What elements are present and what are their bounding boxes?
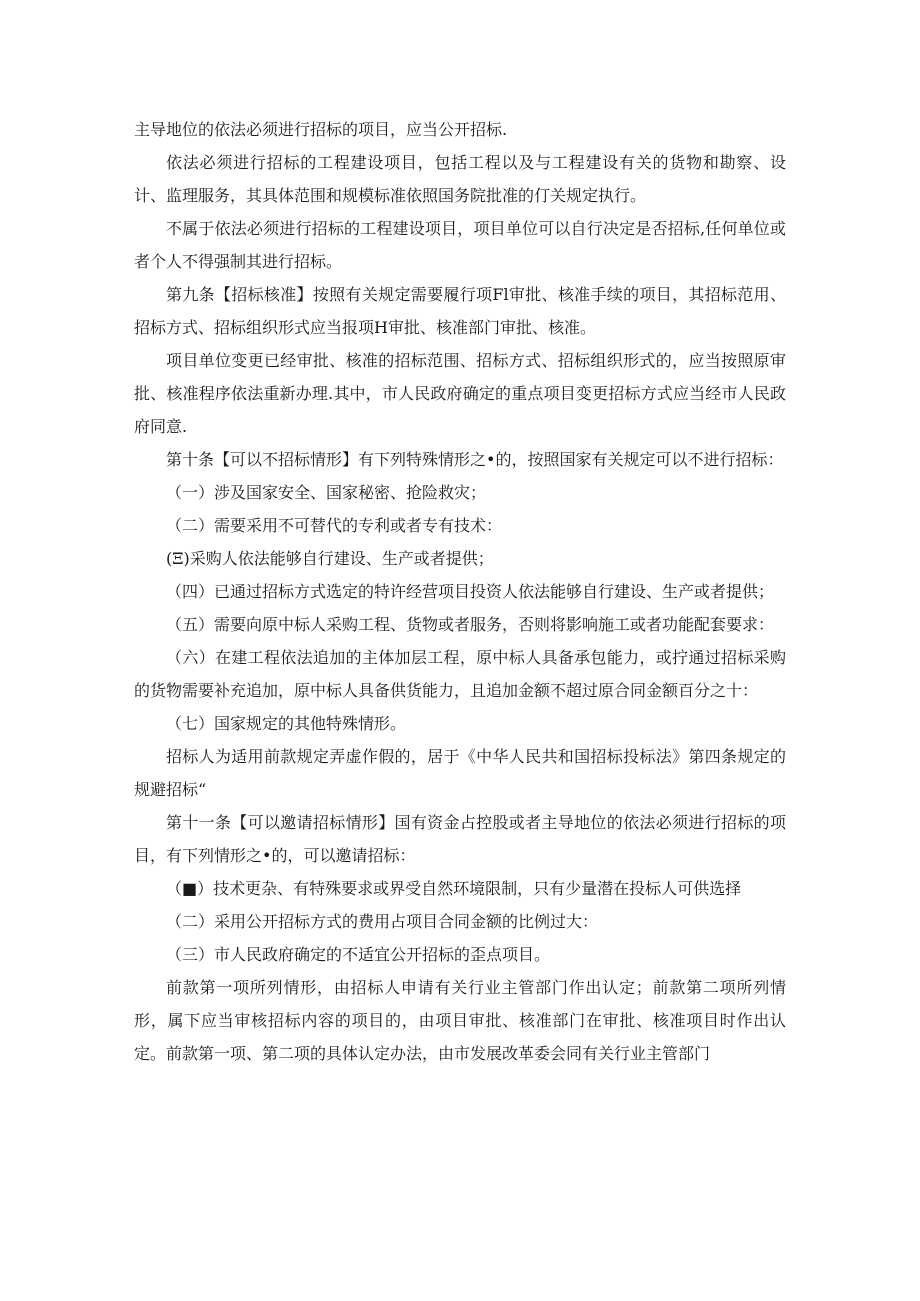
list-item: (Ξ)采购人依法能够自行建设、生产或者提供； [166,549,494,568]
list-item: （五）需要向原中标人采购工程、货物或者服务，否则将影响施工或者功能配套要求： [166,615,775,634]
paragraph: 依法必须进行招标的工程建设项目，包括工程以及与工程建设有关的货物和勘察、设计、监理服务，其具体范围和规模标准依照国务院批准的仃关规定执行。 [134,153,786,205]
list-item: （二）采用公开招标方式的费用占项目合同金额的比例过大： [166,912,599,931]
paragraph: 招标人为适用前款规定弄虚作假的，居于《中华人民共和国招标投标法》第四条规定的规避招标“ [134,747,786,799]
paragraph: 不属于依法必须进行招标的工程建设项目，项目单位可以自行决定是否招标,任何单位或者个人不得强制其进行招标。 [134,219,786,271]
list-item: （七）国家规定的其他特殊情形。 [166,714,407,733]
document-page [134,113,786,1070]
article-10-paragraph: 第十条【可以不招标情形】有下列特殊情形之•的，按照国家有关规定可以不进行招标： [166,450,784,469]
list-item: （四）已通过招标方式选定的特许经营项目投资人依法能够自行建设、生产或者提供； [166,582,775,601]
list-item: （■）技术更杂、有特殊要求或界受自然环境限制，只有少量潜在投标人可供选择 [166,879,742,898]
paragraph: 前款第一项所列情形，由招标人申请有关行业主管部门作出认定；前款第二项所列情形，属下应当审核招标内容的项目的，由项目审批、核准部门在审批、核准项目时作出认定。前款第一项、第二项的具体认定办法，由市发展改革委会同有关行业主管部门 [134,978,786,1063]
list-item: （三）市人民政府确定的不适宜公开招标的歪点项目。 [166,945,551,964]
paragraph: 项目单位变更已经审批、核准的招标范围、招标方式、招标组织形式的，应当按照原审批、核准程序依法重新办理.其中，市人民政府确定的重点项目变更招标方式应当经市人民政府同意. [134,351,786,436]
article-11-paragraph: 第十一条【可以邀请招标情形】国有资金占控股或者主导地位的依法必须进行招标的项目，有下列情形之•的，可以邀请招标： [134,813,786,865]
list-item: （一）涉及国家安全、国家秘密、抢险救灾； [166,483,487,502]
list-item: （六）在建工程依法追加的主体加层工程，原中标人具备承包能力，或拧通过招标采购的货物需要补充追加，原中标人具备供货能力，且追加金额不超过原合同金额百分之十： [134,648,786,700]
article-9-paragraph: 第九条【招标核准】按照有关规定需要履行项Fl审批、核准手续的项目，其招标范用、招标方式、招标组织形式应当报项H审批、核准部门审批、核准。 [134,285,786,337]
list-item: （二）需要采用不可替代的专利或者专有技术： [166,516,503,535]
paragraph: 主导地位的依法必须进行招标的项目，应当公开招标. [134,120,508,139]
